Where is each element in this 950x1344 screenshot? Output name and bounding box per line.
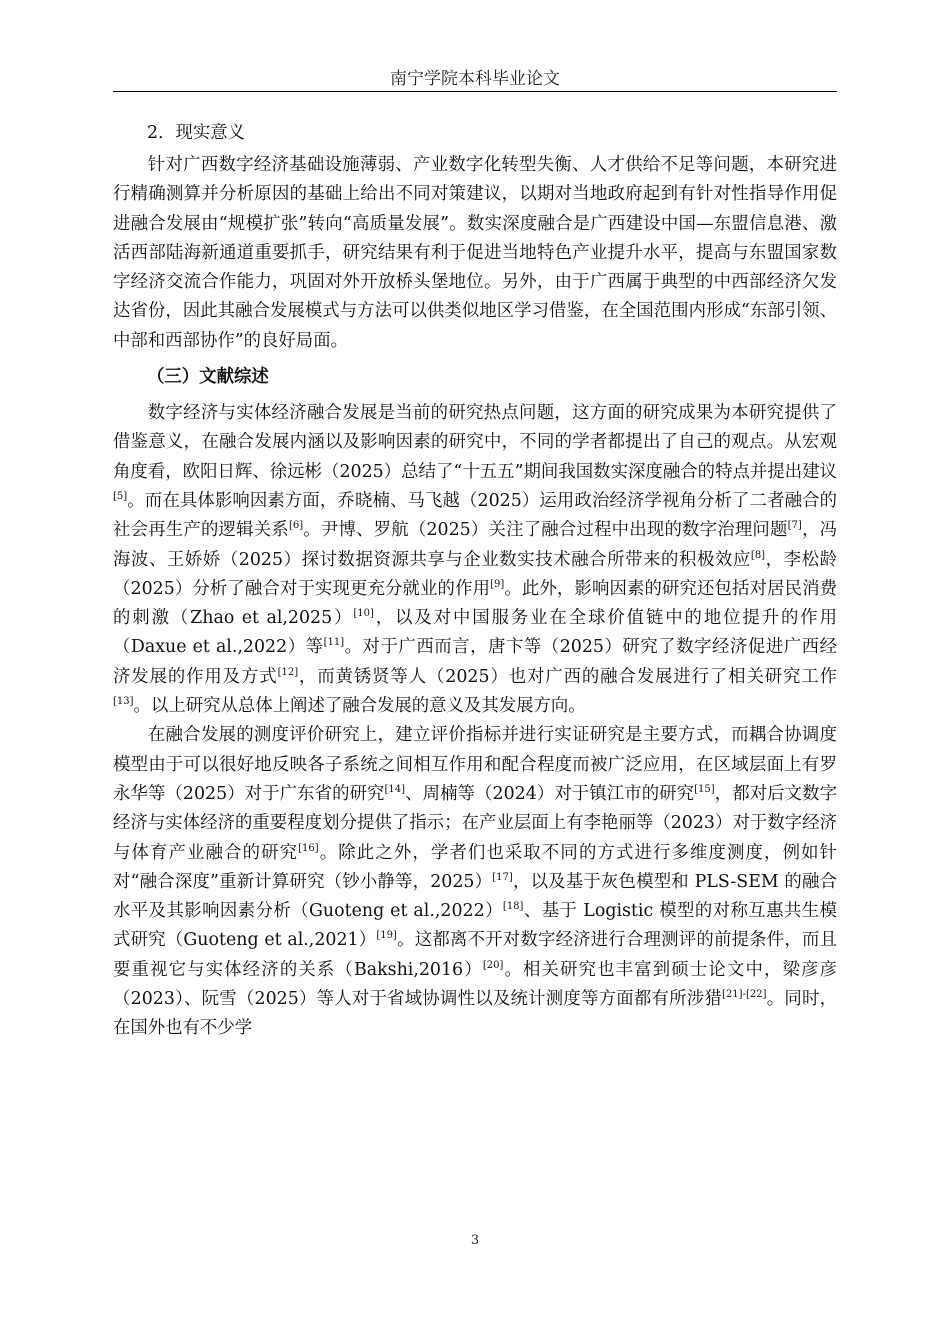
- text-run: 。相关研究也丰富到硕士论文中，梁彦彦（2023）、阮雪（2025）等人对于省域协调性以及统计测度等方面都有所涉猎: [113, 959, 837, 1010]
- text-run: 。除此之外，学者们也采取不同的方式进行多维度测度，例如针对“融合深度”重新计算研究（钞小静等，2025）: [113, 842, 837, 892]
- citation-16: [16]: [298, 842, 319, 854]
- text-run: 。这都离不开对数字经济进行合理测评的前提条件，而且要重视它与实体经济的关系（Bakshi,2016）: [113, 930, 837, 980]
- citation-15: [15]: [694, 783, 715, 795]
- citation-13: [13]: [113, 696, 134, 708]
- section-heading-literature-review: （三）文献综述: [147, 367, 269, 388]
- document-body: [113, 116, 837, 1044]
- text-run: ，李松龄（2025）分析了融合对于实现更充分就业的作用: [113, 549, 837, 599]
- text-run: ，以及对中国服务业在全球价值链中的地位提升的作用（Daxue et al.,2022）等: [113, 608, 837, 658]
- text-run: 。尹博、罗航（2025）关注了融合过程中出现的数字治理问题: [303, 520, 788, 541]
- text-run: 数字经济与实体经济融合发展是当前的研究热点问题，这方面的研究成果为本研究提供了借鉴意义，在融合发展内涵以及影响因素的研究中，不同的学者都提出了自己的观点。从宏观角度看，欧阳日辉、徐远彬（2025）总结了“十五五”期间我国数实深度融合的特点并提出建议: [113, 403, 837, 482]
- text-run: 、基于 Logistic 模型的对称互惠共生模式研究（Guoteng et al.,2021）: [113, 901, 837, 951]
- text-run: 。对于广西而言，唐卞等（2025）研究了数字经济促进广西经济发展的作用及方式: [113, 637, 837, 687]
- citation-12: [12]: [277, 666, 299, 678]
- citation-7: [7]: [787, 520, 802, 532]
- header-rule: [113, 91, 837, 92]
- citation-21-22: [21]-[22]: [722, 989, 767, 1001]
- text-run: 。此外，影响因素的研究还包括对居民消费的刺激（Zhao et al,2025）: [113, 578, 837, 629]
- text-run: ，冯海波、王娇娇（2025）探讨数据资源共享与企业数实技术融合所带来的积极效应: [113, 520, 837, 570]
- text-run: 、周楠等（2024）对于镇江市的研究: [405, 783, 695, 804]
- citation-17: [17]: [492, 871, 513, 883]
- text-run: 。而在具体影响因素方面，乔晓楠、马飞越（2025）运用政治经济学视角分析了二者融合的社会再生产的逻辑关系: [113, 490, 837, 541]
- citation-8: [8]: [750, 549, 766, 561]
- citation-9: [9]: [490, 578, 505, 590]
- text-run: 。同时，在国外也有不少学: [113, 989, 837, 1039]
- paragraph-literature-review-2: [113, 721, 837, 1043]
- citation-18: [18]: [502, 901, 524, 913]
- text-run: ，以及基于灰色模型和 PLS-SEM 的融合水平及其影响因素分析（Guoteng et al.,2022）: [113, 871, 837, 922]
- citation-14: [14]: [384, 783, 406, 795]
- citation-11: [11]: [323, 637, 345, 649]
- citation-6: [6]: [288, 520, 304, 532]
- text-run: ，而黄锈贤等人（2025）也对广西的融合发展进行了相关研究工作: [298, 666, 837, 687]
- citation-10: [10]: [353, 608, 374, 620]
- paragraph-practical-significance: 针对广西数字经济基础设施薄弱、产业数字化转型失衡、人才供给不足等问题，本研究进行精确测算并分析原因的基础上给出不同对策建议，以期对当地政府起到有针对性指导作用促进融合发展由“规模扩张”转向“高质量发展”。数实深度融合是广西建设中国—东盟信息港、激活西部陆海新通道重要抓手，研究结果有利于促进当地特色产业提升水平，提高与东盟国家数字经济交流合作能力，巩固对外开放桥头堡地位。另外，由于广西属于典型的中西部经济欠发达省份，因此其融合发展模式与方法可以供类似地区学习借鉴，在全国范围内形成“东部引领、中部和西部协作”的良好局面。: [113, 155, 837, 351]
- citation-19: [19]: [376, 930, 397, 942]
- paragraph-literature-review-1: [113, 399, 837, 721]
- page-number: 3: [470, 1233, 480, 1248]
- citation-20: [20]: [482, 959, 504, 971]
- text-run: 在融合发展的测度评价研究上，建立评价指标并进行实证研究是主要方式，而耦合协调度模型由于可以很好地反映各子系统之间相互作用和配合程度而被广泛应用，在区域层面上有罗永华等（2025）对于广东省的研究: [113, 725, 837, 804]
- text-run: 。以上研究从总体上阐述了融合发展的意义及其发展方向。: [133, 696, 586, 717]
- page-header-title: 南宁学院本科毕业论文: [390, 69, 560, 89]
- citation-5: [5]: [113, 490, 128, 502]
- text-run: ，都对后文数字经济与实体经济的重要程度划分提供了指示；在产业层面上有李艳丽等（2023）对于数字经济与体育产业融合的研究: [113, 783, 837, 863]
- section-heading-practical-significance: 2．现实意义: [147, 123, 246, 143]
